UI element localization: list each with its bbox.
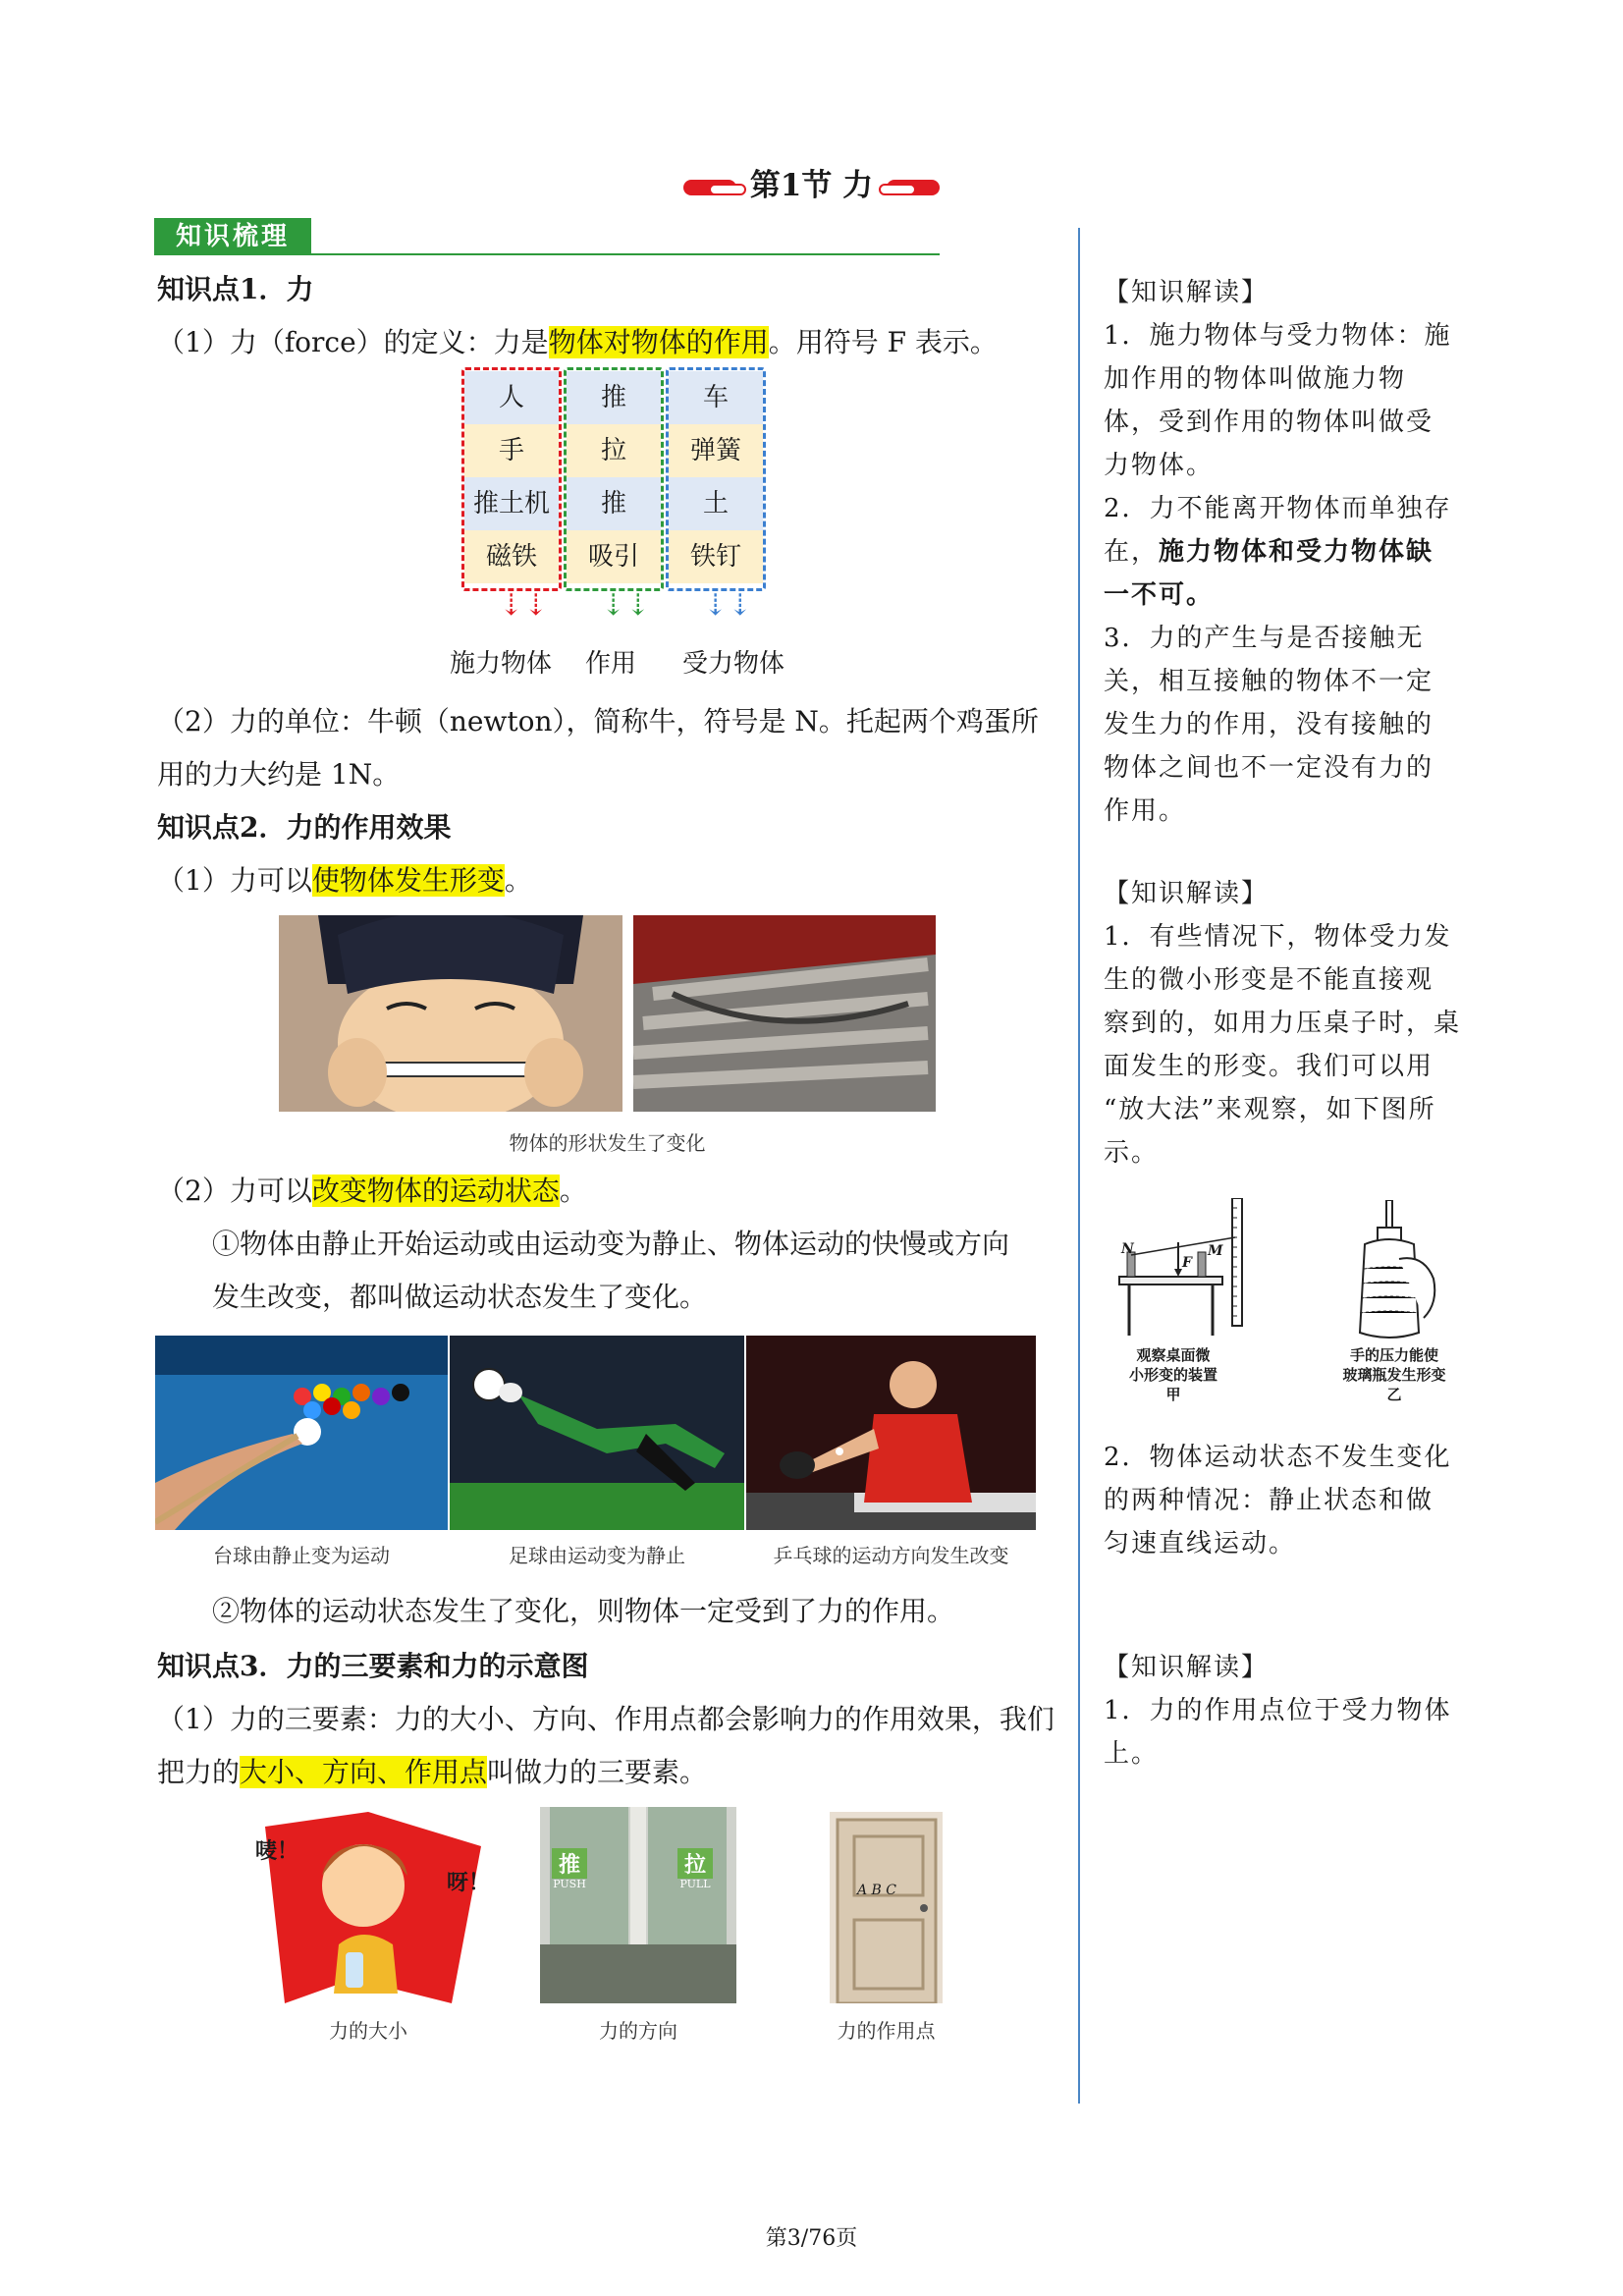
kp2-deform-prefix: （1）力可以 — [157, 864, 312, 897]
side1-line: 发生力的作用，没有接触的 — [1104, 710, 1434, 739]
kp2-motion — [157, 1165, 1060, 1218]
fig-b-caption-line: 手的压力能使 — [1349, 1346, 1438, 1364]
side1-line: 作用。 — [1104, 796, 1187, 826]
kp2-deform-highlight: 使物体发生形变 — [311, 864, 505, 897]
soccer-photo — [450, 1336, 744, 1530]
soccer-caption: 足球由运动变为静止 — [509, 1544, 685, 1567]
page-number: 第3/76页 — [765, 2226, 858, 2251]
action-dashed-box — [564, 367, 664, 591]
side2-line: 示。 — [1104, 1138, 1160, 1168]
section-badge: 知识梳理 — [154, 218, 311, 255]
door-illustration — [830, 1812, 943, 2003]
table-cell: 推土机 — [464, 477, 559, 530]
push-sign: 推 — [552, 1848, 587, 1879]
table-cell: 车 — [669, 371, 763, 424]
side1-line: 3．力的产生与是否接触无 — [1104, 624, 1425, 653]
agent-dashed-box — [461, 367, 562, 591]
side2-line: 生的微小形变是不能直接观 — [1104, 965, 1434, 995]
kp2-conclusion: ②物体的运动状态发生了变化，则物体一定受到了力的作用。 — [212, 1595, 955, 1627]
label-agent: 施力物体 — [449, 649, 552, 679]
side1-line6-prefix: 在， — [1104, 537, 1160, 567]
push-pull-door-photo — [540, 1807, 736, 2003]
kp2-deform-suffix: 。 — [504, 864, 532, 897]
side1-line: 1．施力物体与受力物体：施 — [1104, 321, 1452, 351]
label-receiver: 受力物体 — [681, 649, 784, 679]
fig-label-m: M — [1208, 1243, 1223, 1259]
kp3-three-elements-1: （1）力的三要素：力的大小、方向、作用点都会影响力的作用效果，我们 — [157, 1703, 1055, 1735]
side2-line: “放大法”来观察，如下图所 — [1104, 1095, 1436, 1124]
table-cell: 手 — [464, 424, 559, 477]
side2-line: 匀速直线运动。 — [1104, 1529, 1297, 1558]
fig-label-n: N — [1121, 1241, 1134, 1257]
fig-b-caption-line: 乙 — [1386, 1386, 1402, 1403]
bottle-squeeze-figure — [1340, 1200, 1448, 1342]
kp3-te-prefix: 把力的 — [157, 1756, 241, 1788]
table-cell: 土 — [669, 477, 763, 530]
down-arrow-icon: ⇣⇣ — [499, 588, 549, 623]
label-action: 作用 — [584, 649, 636, 679]
kp2-motion-highlight: 改变物体的运动状态 — [311, 1175, 560, 1207]
kp1-unit-line2: 用的力大约是 1N。 — [157, 758, 401, 791]
force-table — [461, 371, 766, 623]
kp3-three-elements-2 — [157, 1746, 1060, 1799]
side1-line: 物体之间也不一定没有力的 — [1104, 753, 1434, 783]
column-divider — [1078, 228, 1080, 2104]
pull-sign: 拉 — [677, 1848, 713, 1879]
bubble-right: 呀！ — [447, 1870, 491, 1895]
down-arrow-icon: ⇣⇣ — [703, 588, 753, 623]
section-underline — [154, 253, 940, 255]
side1-line-mixed — [1104, 530, 1467, 574]
kp1-heading: 知识点1．力 — [157, 273, 314, 305]
pingpong-photo — [746, 1336, 1036, 1530]
table-deformation-figure — [1109, 1198, 1257, 1345]
fig-a-caption — [1109, 1345, 1237, 1404]
page-title — [0, 160, 1623, 204]
kp2-motion-prefix: （2）力可以 — [157, 1175, 312, 1207]
kp3-te-suffix: 叫做力的三要素。 — [487, 1756, 708, 1788]
title-text: 第1节 力 — [749, 168, 874, 203]
fig-a-caption-line: 小形变的装置 — [1128, 1366, 1217, 1384]
kp1-def-highlight: 物体对物体的作用 — [548, 326, 769, 358]
kp3-te-highlight: 大小、方向、作用点 — [240, 1756, 488, 1788]
kp2-motion-suffix: 。 — [559, 1175, 587, 1207]
kp2-photo-caption: 物体的形状发生了变化 — [509, 1131, 706, 1155]
trampoline-photo — [633, 915, 936, 1112]
fig-b-caption-line: 玻璃瓶发生形变 — [1342, 1366, 1446, 1384]
kp2-heading: 知识点2．力的作用效果 — [157, 811, 452, 844]
side2-heading: 【知识解读】 — [1104, 879, 1270, 908]
table-cell: 铁钉 — [669, 530, 763, 583]
pull-sign-en: PULL — [679, 1878, 711, 1890]
direction-caption: 力的方向 — [599, 2019, 677, 2043]
side1-heading: 【知识解读】 — [1104, 278, 1270, 307]
kp1-definition — [157, 316, 1060, 369]
table-cell: 弹簧 — [669, 424, 763, 477]
billiards-caption: 台球由静止变为运动 — [213, 1544, 390, 1567]
magnitude-caption: 力的大小 — [329, 2019, 407, 2043]
side1-line6-bold: 施力物体和受力物体缺 — [1159, 537, 1434, 567]
side1-line: 2．力不能离开物体而单独存 — [1104, 494, 1452, 523]
kp2-deform — [157, 854, 1060, 907]
billiards-photo — [155, 1336, 448, 1530]
side2-line: 面发生的形变。我们可以用 — [1104, 1052, 1434, 1081]
side1-line-bold: 一不可。 — [1104, 580, 1215, 610]
face-stretch-photo — [279, 915, 622, 1112]
side1-line: 体，受到作用的物体叫做受 — [1104, 408, 1434, 437]
table-cell: 吸引 — [567, 530, 661, 583]
bubble-left: 唛！ — [255, 1838, 299, 1864]
title-left-ornament — [683, 180, 736, 195]
side1-line: 加作用的物体叫做施力物 — [1104, 364, 1407, 394]
side3-heading: 【知识解读】 — [1104, 1653, 1270, 1682]
push-sign-en: PUSH — [553, 1878, 586, 1890]
table-cell: 人 — [464, 371, 559, 424]
kp1-def-prefix: （1）力（force）的定义：力是 — [157, 326, 549, 358]
down-arrow-icon: ⇣⇣ — [601, 588, 651, 623]
kp3-heading: 知识点3．力的三要素和力的示意图 — [157, 1650, 589, 1682]
side1-line: 力物体。 — [1104, 451, 1215, 480]
side3-line: 1．力的作用点位于受力物体 — [1104, 1696, 1452, 1725]
title-right-ornament — [887, 180, 940, 195]
receiver-dashed-box — [666, 367, 766, 591]
table-cell: 拉 — [567, 424, 661, 477]
kp1-unit-line1: （2）力的单位：牛顿（newton），简称牛，符号是 N。托起两个鸡蛋所 — [157, 705, 1039, 738]
door-point-labels: A B C — [857, 1883, 897, 1898]
pingpong-caption: 乒乓球的运动方向发生改变 — [773, 1544, 1009, 1567]
table-cell: 推 — [567, 477, 661, 530]
kp1-def-suffix: 。用符号 F 表示。 — [768, 326, 998, 358]
fig-b-caption — [1321, 1345, 1468, 1404]
side2-line: 的两种情况：静止状态和做 — [1104, 1486, 1434, 1515]
umbrella-cartoon — [236, 1807, 501, 2003]
fig-a-caption-line: 观察桌面微 — [1136, 1346, 1211, 1364]
point-caption: 力的作用点 — [837, 2019, 936, 2043]
side2-line: 察到的，如用力压桌子时，桌 — [1104, 1009, 1462, 1038]
side2-line: 2．物体运动状态不发生变化 — [1104, 1443, 1452, 1472]
side3-line: 上。 — [1104, 1739, 1160, 1769]
fig-a-caption-line: 甲 — [1165, 1386, 1181, 1403]
kp2-motion-explain-1: ①物体由静止开始运动或由运动变为静止、物体运动的快慢或方向 — [212, 1228, 1010, 1260]
table-cell: 磁铁 — [464, 530, 559, 583]
side1-line: 关，相互接触的物体不一定 — [1104, 667, 1434, 696]
kp2-motion-explain-2: 发生改变，都叫做运动状态发生了变化。 — [212, 1281, 708, 1313]
fig-label-f: F — [1182, 1255, 1192, 1271]
table-cell: 推 — [567, 371, 661, 424]
side2-line: 1．有些情况下，物体受力发 — [1104, 922, 1452, 952]
